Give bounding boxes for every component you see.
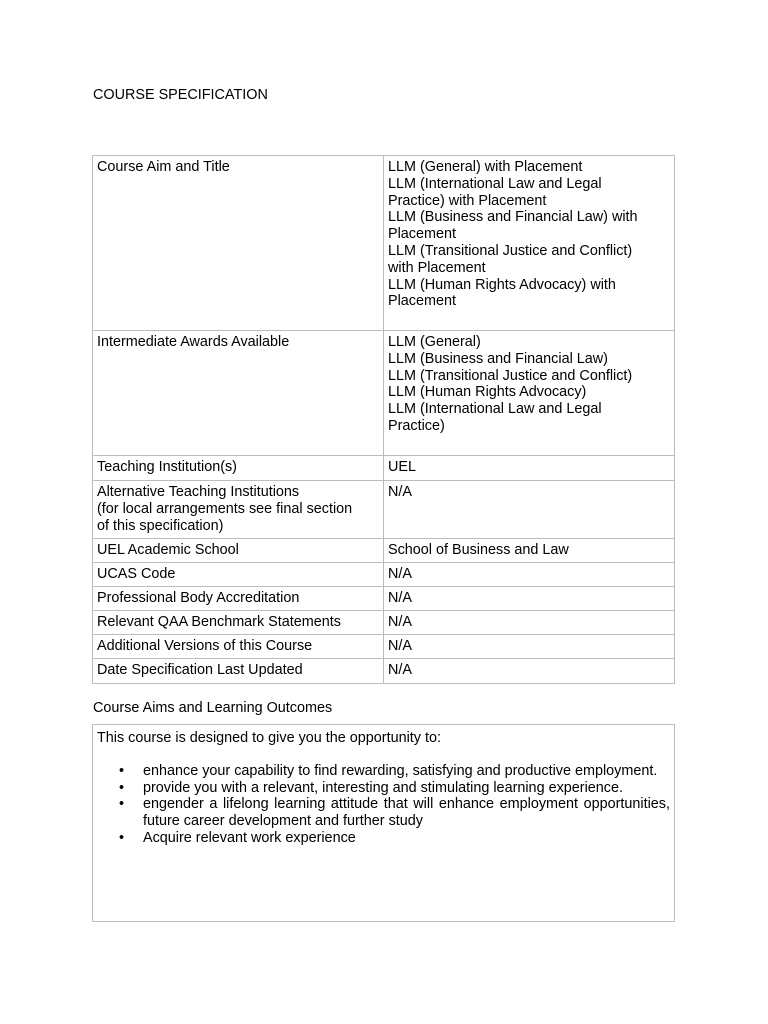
list-item	[97, 780, 670, 797]
row-label: Alternative Teaching Institutions (for local arrangements see final section of this specification)	[93, 481, 384, 539]
table-row	[93, 481, 675, 539]
outcome-text: enhance your capability to find rewarding, satisfying and productive employment.	[143, 762, 658, 779]
row-value: UEL	[384, 456, 675, 481]
aims-intro: This course is designed to give you the opportunity to:	[97, 730, 441, 746]
table-row	[93, 563, 675, 587]
list-item	[97, 830, 670, 847]
row-label: Professional Body Accreditation	[93, 587, 384, 611]
row-label: Date Specification Last Updated	[93, 659, 384, 684]
row-value: N/A	[384, 587, 675, 611]
table-row	[93, 587, 675, 611]
row-value: N/A	[384, 563, 675, 587]
table-row	[93, 156, 675, 331]
table-row	[93, 456, 675, 481]
row-label: Course Aim and Title	[93, 156, 384, 331]
row-value: LLM (General) LLM (Business and Financial Law) LLM (Transitional Justice and Conflict) LLM (Human Rights Advocacy) LLM (International Law and Legal Practice)	[384, 331, 675, 456]
bullet-icon: •	[119, 762, 125, 779]
page-title: COURSE SPECIFICATION	[93, 87, 268, 103]
bullet-icon: •	[119, 796, 125, 813]
table-row	[93, 331, 675, 456]
row-value: LLM (General) with Placement LLM (International Law and Legal Practice) with Placement LLM (Business and Financial Law) with Placement LLM (Transitional Justice and Conflict) with Placement LLM (Human Rights Advocacy) with Placement	[384, 156, 675, 331]
row-value: N/A	[384, 659, 675, 684]
outcome-text: provide you with a relevant, interesting and stimulating learning experience.	[143, 779, 623, 796]
list-item	[97, 763, 670, 780]
outcomes-list	[97, 763, 670, 847]
row-label: Additional Versions of this Course	[93, 635, 384, 659]
outcome-text: Acquire relevant work experience	[143, 829, 356, 846]
outcome-text: engender a lifelong learning attitude that will enhance employment opportunities, future career development and further study	[143, 796, 670, 830]
row-label: UEL Academic School	[93, 539, 384, 563]
table-row	[93, 635, 675, 659]
table-row	[93, 611, 675, 635]
section-heading-aims: Course Aims and Learning Outcomes	[93, 700, 333, 716]
row-label: Teaching Institution(s)	[93, 456, 384, 481]
row-value: School of Business and Law	[384, 539, 675, 563]
course-spec-table	[92, 155, 675, 684]
row-label: Intermediate Awards Available	[93, 331, 384, 456]
row-value: N/A	[384, 611, 675, 635]
row-label: Relevant QAA Benchmark Statements	[93, 611, 384, 635]
table-row	[93, 659, 675, 684]
row-value: N/A	[384, 635, 675, 659]
aims-box	[92, 724, 675, 922]
list-item	[97, 796, 670, 830]
bullet-icon: •	[119, 779, 125, 796]
row-label: UCAS Code	[93, 563, 384, 587]
row-value: N/A	[384, 481, 675, 539]
bullet-icon: •	[119, 829, 125, 846]
table-row	[93, 539, 675, 563]
